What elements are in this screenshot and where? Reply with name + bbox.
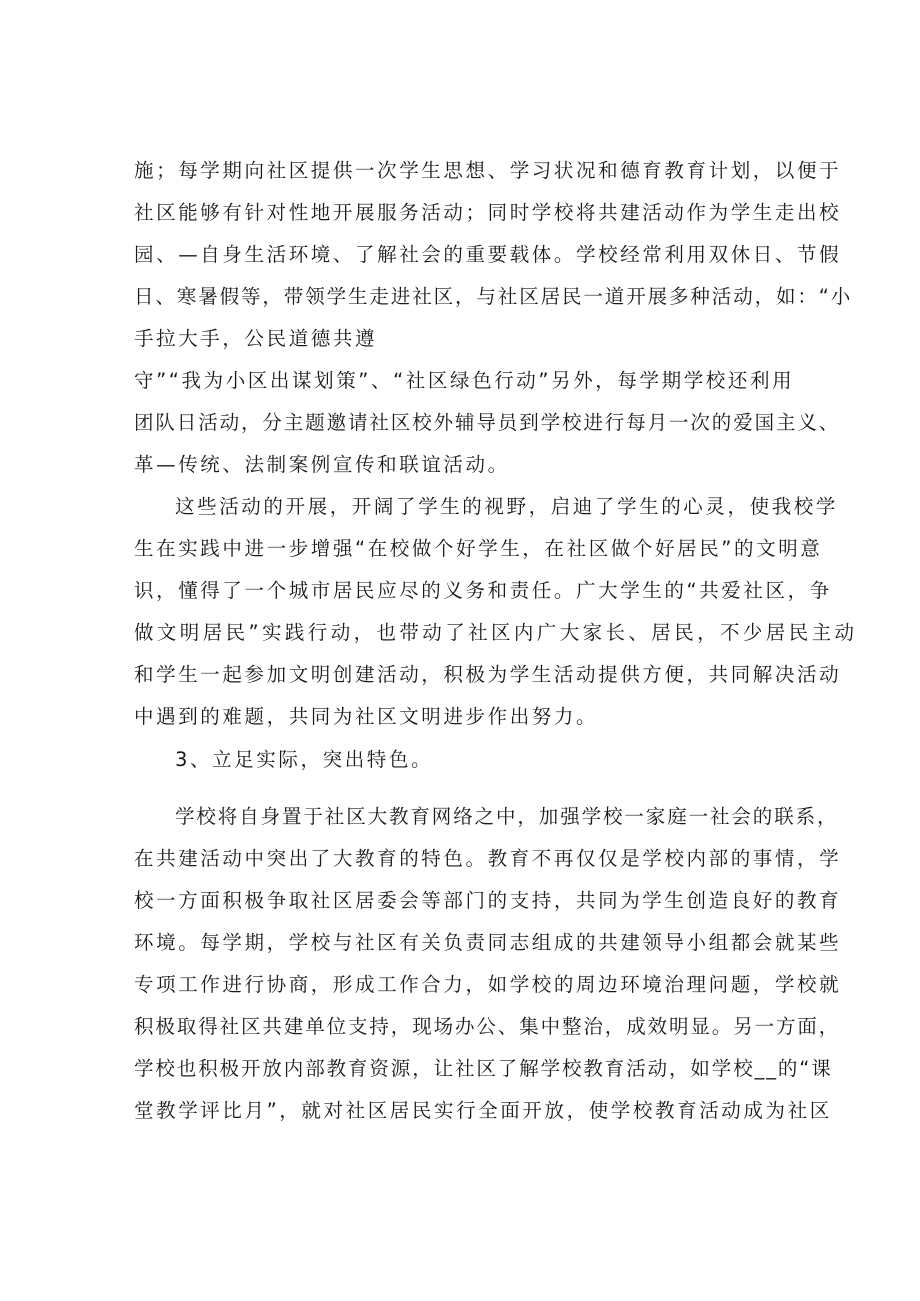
- paragraph-3-line: 环境。每学期，学校与社区有关负责同志组成的共建领导小组都会就某些: [134, 931, 842, 954]
- paragraph-2-line: 做文明居民”实践行动，也带动了社区内广大家长、居民，不少居民主动: [134, 621, 858, 644]
- paragraph-3-line: 堂教学评比月”，就对社区居民实行全面开放，使学校教育活动成为社区: [134, 1099, 832, 1122]
- paragraph-3-line: 积极取得社区共建单位支持，现场办公、集中整治，成效明显。另一方面，: [134, 1015, 841, 1038]
- paragraph-1-line: 手拉大手，公民道德共遵: [134, 327, 378, 350]
- paragraph-3-line: 专项工作进行协商，形成工作合力，如学校的周边环境治理问题，学校就: [134, 973, 842, 996]
- section-heading: 3、立足实际，突出特色。: [175, 748, 434, 771]
- paragraph-1-line: 守”“我为小区出谋划策”、“社区绿色行动”另外，每学期学校还利用: [134, 369, 795, 392]
- paragraph-1-line: 社区能够有针对性地开展服务活动；同时学校将共建活动作为学生走出校: [134, 201, 842, 224]
- paragraph-1-line: 日、寒暑假等，带领学生走进社区，与社区居民一道开展多种活动，如：“小: [134, 285, 853, 308]
- paragraph-3-line: 校一方面积极争取社区居委会等部门的支持，共同为学生创造良好的教育: [134, 889, 842, 912]
- paragraph-2-line: 这些活动的开展，开阔了学生的视野，启迪了学生的心灵，使我校学: [175, 495, 839, 518]
- paragraph-3-line: 学校将自身置于社区大教育网络之中，加强学校一家庭一社会的联系，: [175, 805, 839, 828]
- paragraph-2-line: 识，懂得了一个城市居民应尽的义务和责任。广大学生的“共爱社区，争: [134, 579, 832, 602]
- paragraph-1-line: 园、—自身生活环境、了解社会的重要载体。学校经常利用双休日、节假: [134, 243, 842, 266]
- paragraph-3-line: 在共建活动中突出了大教育的特色。教育不再仅仅是学校内部的事情，学: [134, 847, 842, 870]
- paragraph-2-line: 生在实践中进一步增强“在校做个好学生，在社区做个好居民”的文明意: [134, 537, 823, 560]
- paragraph-3-line: 学校也积极开放内部教育资源，让社区了解学校教育活动，如学校__的“课: [134, 1057, 833, 1080]
- paragraph-2-line: 和学生一起参加文明创建活动，积极为学生活动提供方便，共同解决活动: [134, 663, 842, 686]
- paragraph-1-line: 革—传统、法制案例宣传和联谊活动。: [134, 453, 510, 476]
- paragraph-1-line: 团队日活动，分主题邀请社区校外辅导员到学校进行每月一次的爱国主义、: [134, 411, 841, 434]
- paragraph-2-line: 中遇到的难题，共同为社区文明进步作出努力。: [134, 705, 599, 728]
- paragraph-1-line: 施；每学期向社区提供一次学生思想、学习状况和德育教育计划，以便于: [134, 159, 842, 182]
